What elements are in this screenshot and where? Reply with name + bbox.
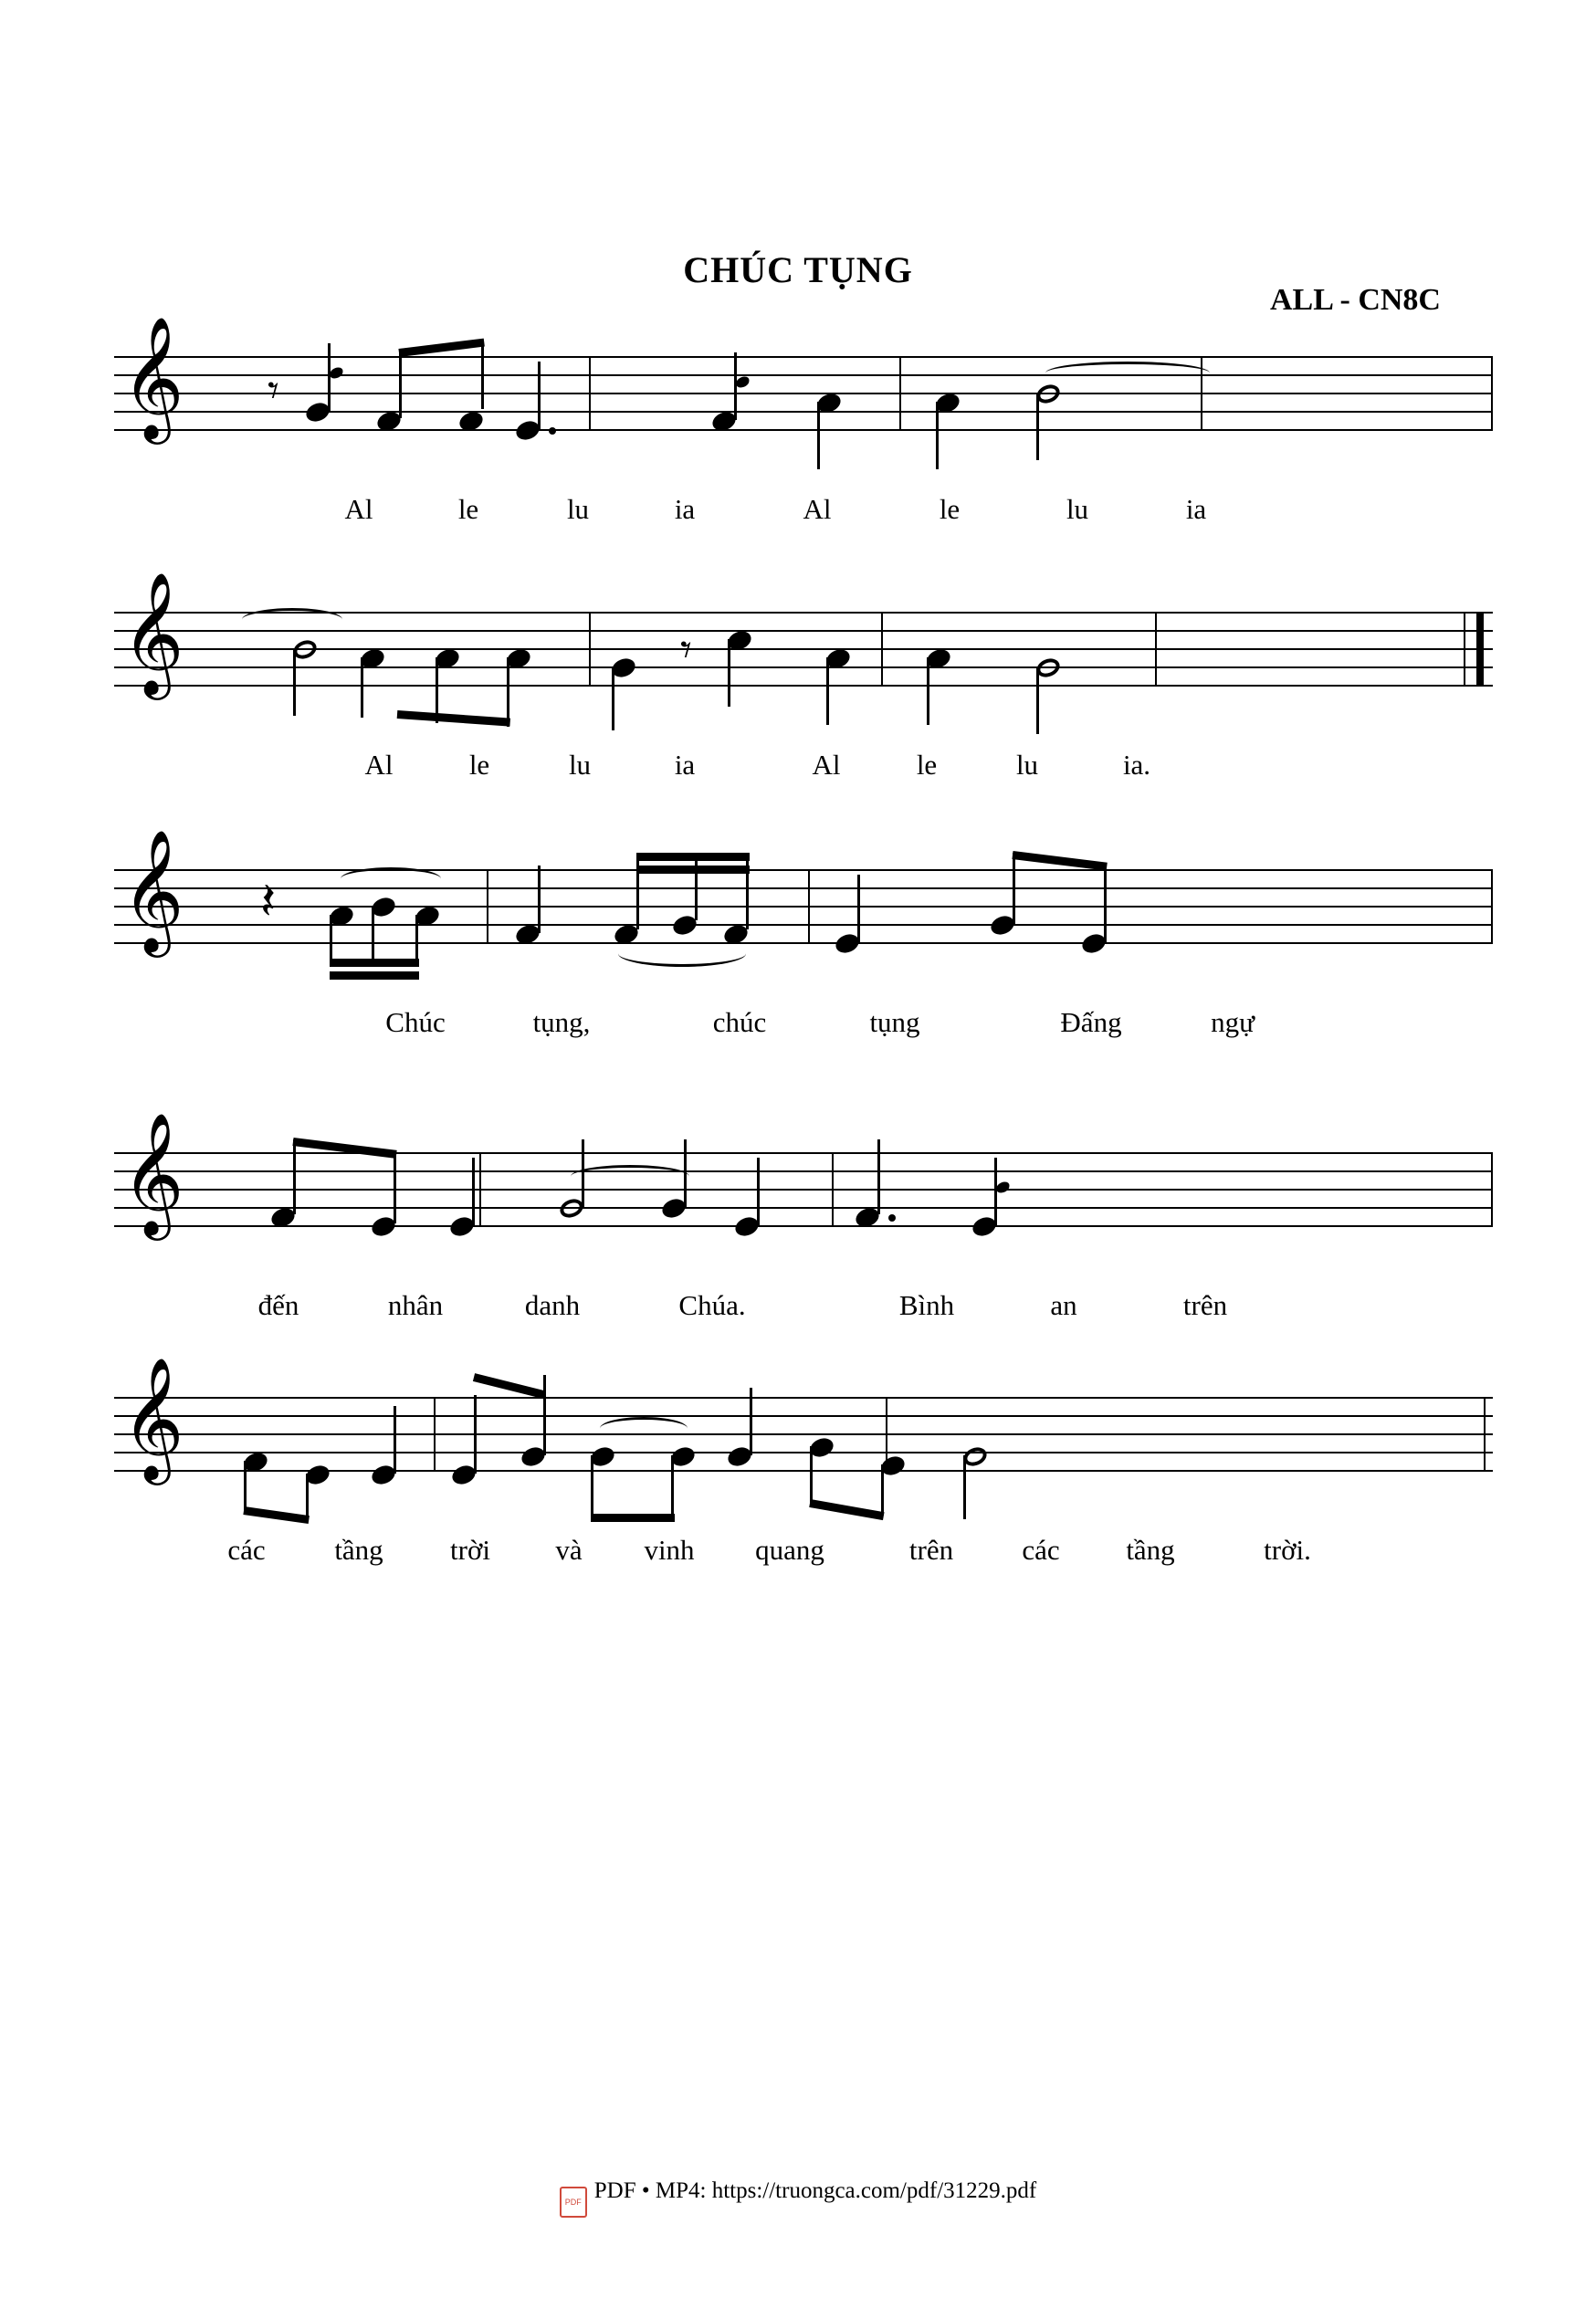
- lyric-syllable: trên: [908, 1534, 954, 1566]
- lyric-syllable: ngự: [1211, 1006, 1255, 1038]
- lyric-syllable: tầng: [1126, 1534, 1175, 1566]
- lyric-syllable: le: [468, 749, 490, 781]
- treble-clef-icon: 𝄞: [121, 829, 184, 952]
- lyric-syllable: ia.: [1122, 749, 1151, 781]
- lyrics-line-1: [114, 493, 1493, 535]
- lyric-syllable: an: [1050, 1289, 1077, 1321]
- lyric-syllable: lu: [1015, 749, 1039, 781]
- lyric-syllable: ia: [674, 493, 696, 525]
- pdf-icon: PDF: [560, 2187, 587, 2218]
- lyric-syllable: le: [939, 493, 961, 525]
- lyric-syllable: trời.: [1264, 1534, 1311, 1566]
- lyric-syllable: Al: [803, 493, 832, 525]
- slur: [1045, 362, 1210, 384]
- lyric-syllable: lu: [1066, 493, 1089, 525]
- slur: [618, 940, 746, 967]
- lyric-syllable: lu: [568, 749, 592, 781]
- treble-clef-icon: 𝄞: [121, 572, 184, 695]
- lyric-syllable: danh: [524, 1289, 581, 1321]
- lyrics-line-5: [114, 1534, 1493, 1576]
- staff-lines: [114, 1152, 1493, 1227]
- staff-lines: [114, 1397, 1493, 1472]
- lyric-syllable: các: [227, 1534, 266, 1566]
- slur: [600, 1417, 688, 1440]
- slur: [242, 608, 342, 631]
- lyric-syllable: trên: [1182, 1289, 1228, 1321]
- augmentation-dot: [549, 427, 556, 435]
- lyric-syllable: Al: [812, 749, 841, 781]
- augmentation-dot: [888, 1214, 896, 1222]
- lyric-syllable: tụng,: [532, 1006, 591, 1038]
- lyric-syllable: đến: [257, 1289, 299, 1321]
- treble-clef-icon: 𝄞: [121, 316, 184, 439]
- lyric-syllable: Chúc: [385, 1006, 446, 1038]
- page-title: CHÚC TỤNG: [683, 249, 913, 290]
- eighth-rest: 𝄾: [268, 365, 279, 416]
- slur: [571, 1165, 689, 1188]
- lyric-syllable: chúc: [712, 1006, 767, 1038]
- lyric-syllable: quang: [755, 1534, 824, 1566]
- treble-clef-icon: 𝄞: [121, 1357, 184, 1480]
- eighth-flag: 𝅘: [994, 1142, 1012, 1206]
- lyrics-line-3: [114, 1006, 1493, 1048]
- lyric-syllable: các: [1022, 1534, 1060, 1566]
- slur: [341, 867, 441, 890]
- quarter-rest: 𝄽: [260, 872, 277, 931]
- lyrics-line-2: [114, 749, 1493, 791]
- eighth-flag: 𝅘: [328, 328, 345, 392]
- eighth-flag: 𝅘: [734, 337, 751, 401]
- lyric-syllable: le: [457, 493, 479, 525]
- lyric-syllable: Bình: [898, 1289, 955, 1321]
- lyric-syllable: Đấng: [1060, 1006, 1122, 1038]
- lyric-syllable: nhân: [387, 1289, 444, 1321]
- lyric-syllable: tụng: [869, 1006, 920, 1038]
- treble-clef-icon: 𝄞: [121, 1112, 184, 1235]
- footer: [0, 2178, 1596, 2218]
- lyric-syllable: Al: [344, 493, 373, 525]
- lyric-syllable: le: [916, 749, 938, 781]
- lyric-syllable: vinh: [644, 1534, 695, 1566]
- staff-lines: [114, 869, 1493, 944]
- lyrics-line-4: [114, 1289, 1493, 1331]
- footer-link[interactable]: PDF • MP4: https://truongca.com/pdf/31229.pdf: [593, 2178, 1037, 2203]
- lyric-syllable: Al: [364, 749, 394, 781]
- eighth-rest: 𝄾: [680, 624, 692, 676]
- lyric-syllable: trời: [450, 1534, 490, 1566]
- lyric-syllable: lu: [566, 493, 590, 525]
- lyric-syllable: tầng: [334, 1534, 383, 1566]
- lyric-syllable: ia: [1185, 493, 1207, 525]
- lyric-syllable: Chúa.: [678, 1289, 746, 1321]
- lyric-syllable: ia: [674, 749, 696, 781]
- lyric-syllable: và: [555, 1534, 583, 1566]
- song-code: ALL - CN8C: [1269, 283, 1441, 317]
- eighth-flag: 𝅙: [717, 677, 734, 740]
